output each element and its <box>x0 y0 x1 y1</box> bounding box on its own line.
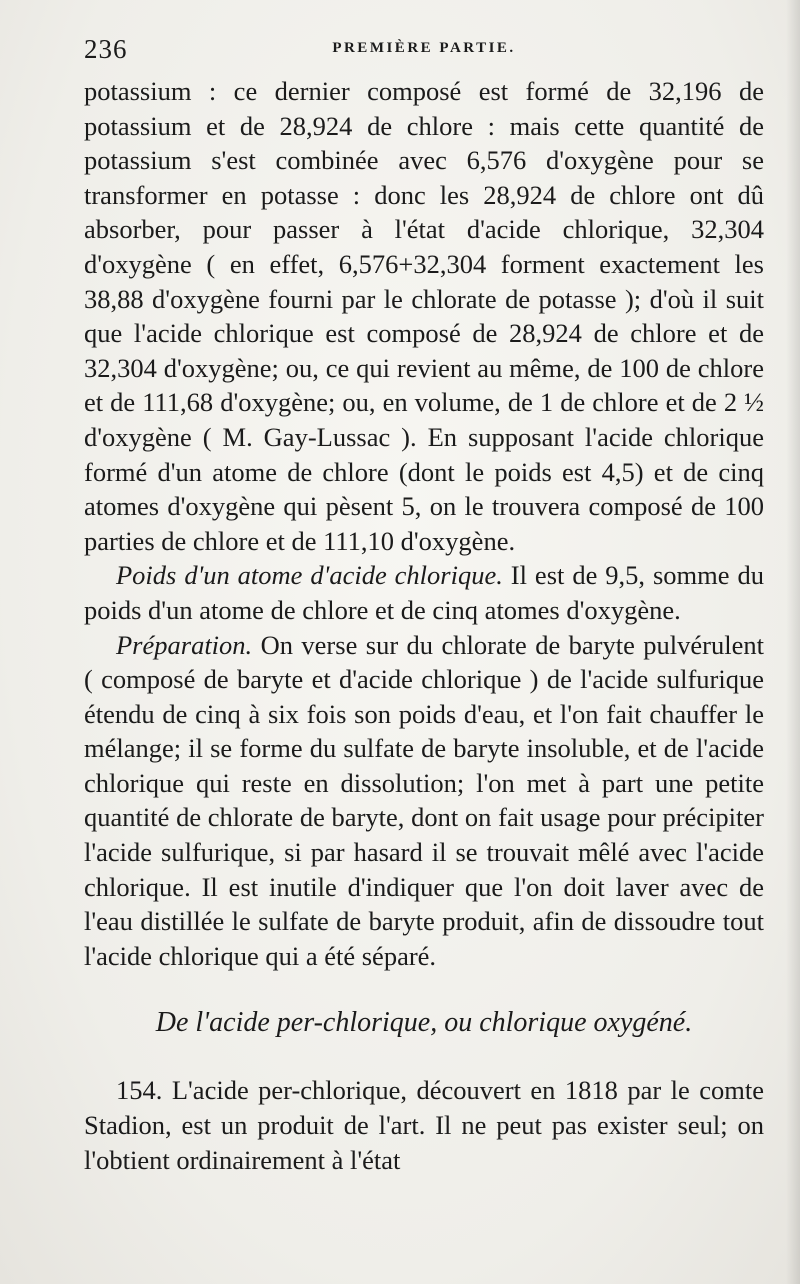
page-number: 236 <box>84 34 128 64</box>
body-text <box>84 74 764 1177</box>
paragraph-preparation <box>84 628 764 974</box>
page-edge-shadow <box>786 0 800 1284</box>
section-title: De l'acide per-chlorique, ou chlorique oxygéné. <box>155 1007 693 1039</box>
paragraph-154 <box>84 1073 764 1177</box>
running-head: PREMIÈRE PARTIE. <box>332 40 516 56</box>
paragraph-atom-weight <box>84 558 764 627</box>
paragraph-lead: Préparation. <box>116 629 253 660</box>
paragraph-text: potassium : ce dernier composé est formé de 32,196 de potassium et de 28,924 de chlore : mais cette quantité de potassium s'est combinée avec 6,576 d'oxygène pour se transformer en potasse : donc les 28,924 de chlore ont dû absorber, pour passer à l'état d'acide chlorique, 32,304 d'oxygène ( en effet, 6,576+32,304 forment exactement les 38,88 d'oxygène fourni par le chlorate de potasse ); d'où il suit que l'acide chlorique est composé de 28,924 de chlore et de 32,304 d'oxygène; ou, ce qui revient au même, de 100 de chlore et de 111,68 d'oxygène; ou, en volume, de 1 de chlore et de 2 ½ d'oxygène ( M. Gay-Lussac ). En supposant l'acide chlorique formé d'un atome de chlore (dont le poids est 4,5) et de cinq atomes d'oxygène qui pèsent 5, on le trouvera composé de 100 parties de chlore et de 111,10 d'oxygène. <box>84 76 764 556</box>
paragraph-lead: Poids d'un atome d'acide chlorique. <box>116 560 503 591</box>
paragraph-text: On verse sur du chlorate de baryte pulvérulent ( composé de baryte et d'acide chlorique ) de l'acide sulfurique étendu de cinq à six fois son poids d'eau, et l'on fait chauffer le mélange; il se forme du sulfate de baryte insoluble, et de l'acide chlorique qui reste en dissolution; l'on met à part une petite quantité de chlorate de baryte, dont on fait usage pour précipiter l'acide sulfurique, si par hasard il se trouvait mêlé avec l'acide chlorique. Il est inutile d'indiquer que l'on doit laver avec de l'eau distillée le sulfate de baryte produit, afin de dissoudre tout l'acide chlorique qui a été séparé. <box>84 629 764 971</box>
paragraph-continuation <box>84 74 764 558</box>
page-header <box>84 34 764 70</box>
paragraph-text: 154. L'acide per-chlorique, découvert en 1818 par le comte Stadion, est un produit de l'art. Il ne peut pas exister seul; on l'obtient ordinairement à l'état <box>84 1075 764 1175</box>
paragraph-text: Il est de 9,5, somme du poids d'un atome de chlore et de cinq atomes d'oxygène. <box>84 560 764 625</box>
